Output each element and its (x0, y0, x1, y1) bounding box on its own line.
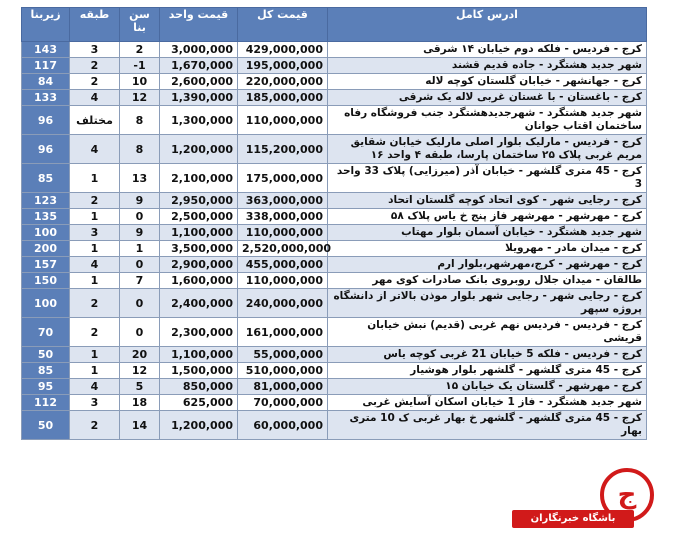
cell-unit-price: 2,400,000 (160, 289, 238, 318)
cell-area: 150 (22, 273, 70, 289)
cell-floor: 2 (70, 193, 120, 209)
cell-total-price: 455,000,000 (238, 257, 328, 273)
cell-area: 135 (22, 209, 70, 225)
cell-age: -1 (120, 58, 160, 74)
logo-glyph: ج (617, 480, 637, 510)
table-row (22, 209, 647, 225)
cell-age: 8 (120, 135, 160, 164)
cell-floor: 4 (70, 257, 120, 273)
cell-area: 123 (22, 193, 70, 209)
cell-total-price: 115,200,000 (238, 135, 328, 164)
cell-unit-price: 2,500,000 (160, 209, 238, 225)
cell-address: کرج - مهرشهر - گلستان یک خیابان ۱۵ (328, 379, 647, 395)
cell-area: 84 (22, 74, 70, 90)
cell-floor: 4 (70, 90, 120, 106)
cell-age: 0 (120, 257, 160, 273)
cell-unit-price: 2,900,000 (160, 257, 238, 273)
cell-floor: 2 (70, 58, 120, 74)
cell-unit-price: 625,000 (160, 395, 238, 411)
cell-age: 14 (120, 411, 160, 440)
cell-area: 200 (22, 241, 70, 257)
cell-unit-price: 2,100,000 (160, 164, 238, 193)
cell-unit-price: 3,000,000 (160, 42, 238, 58)
cell-address: کرج - میدان مادر - مهرویلا (328, 241, 647, 257)
cell-total-price: 110,000,000 (238, 225, 328, 241)
header-unit-price: قیمت واحد (160, 8, 238, 42)
cell-unit-price: 850,000 (160, 379, 238, 395)
table-row (22, 395, 647, 411)
cell-floor: 2 (70, 74, 120, 90)
table-header-row (22, 8, 647, 42)
cell-total-price: 175,000,000 (238, 164, 328, 193)
cell-address: کرج - فردیس - فلکه 5 خیابان 21 غربی کوچه یاس (328, 347, 647, 363)
cell-unit-price: 1,300,000 (160, 106, 238, 135)
cell-total-price: 110,000,000 (238, 273, 328, 289)
table-row (22, 411, 647, 440)
table-row (22, 58, 647, 74)
cell-age: 20 (120, 347, 160, 363)
cell-area: 143 (22, 42, 70, 58)
cell-floor: 1 (70, 241, 120, 257)
table-row (22, 363, 647, 379)
cell-unit-price: 1,670,000 (160, 58, 238, 74)
table-body (22, 42, 647, 440)
cell-total-price: 195,000,000 (238, 58, 328, 74)
cell-unit-price: 2,600,000 (160, 74, 238, 90)
header-address: ادرس کامل (328, 8, 647, 42)
table-row (22, 106, 647, 135)
table-row (22, 164, 647, 193)
cell-total-price: 55,000,000 (238, 347, 328, 363)
table-row (22, 318, 647, 347)
cell-address: شهر جدید هشتگرد - جاده قدیم قشند (328, 58, 647, 74)
cell-age: 7 (120, 273, 160, 289)
cell-address: کرج - مهرشهر - مهرشهر فاز پنج خ یاس پلاک ۵۸ (328, 209, 647, 225)
cell-area: 157 (22, 257, 70, 273)
header-total-price: قیمت کل (238, 8, 328, 42)
cell-unit-price: 3,500,000 (160, 241, 238, 257)
cell-total-price: 70,000,000 (238, 395, 328, 411)
cell-address: کرج - رجایی شهر - رجایی شهر بلوار موذن بالاتر از دانشگاه پروژه سپهر (328, 289, 647, 318)
cell-address: شهر جدید هشتگرد - فاز 1 خیابان اسکان آسایش غربی (328, 395, 647, 411)
cell-total-price: 220,000,000 (238, 74, 328, 90)
cell-address: کرج - مهرشهر - کرج،مهرشهر،بلوار ارم (328, 257, 647, 273)
header-age: سن بنا (120, 8, 160, 42)
cell-area: 70 (22, 318, 70, 347)
table-row (22, 193, 647, 209)
cell-total-price: 2,520,000,000 (238, 241, 328, 257)
cell-age: 5 (120, 379, 160, 395)
cell-area: 96 (22, 106, 70, 135)
cell-area: 96 (22, 135, 70, 164)
cell-floor: مختلف (70, 106, 120, 135)
cell-age: 0 (120, 289, 160, 318)
cell-floor: 2 (70, 289, 120, 318)
cell-floor: 2 (70, 318, 120, 347)
cell-area: 100 (22, 289, 70, 318)
cell-floor: 2 (70, 411, 120, 440)
cell-address: کرج - جهانشهر - خیابان گلستان کوچه لاله (328, 74, 647, 90)
cell-area: 50 (22, 411, 70, 440)
cell-area: 85 (22, 363, 70, 379)
cell-unit-price: 1,600,000 (160, 273, 238, 289)
header-floor: طبقه (70, 8, 120, 42)
table-row (22, 42, 647, 58)
cell-address: کرج - 45 متری گلشهر - گلشهر خ بهار غربی ک 10 متری بهار (328, 411, 647, 440)
table-row (22, 273, 647, 289)
cell-area: 85 (22, 164, 70, 193)
cell-total-price: 161,000,000 (238, 318, 328, 347)
cell-floor: 1 (70, 209, 120, 225)
cell-address: طالقان - میدان جلال روبروی بانک صادرات کوی مهر (328, 273, 647, 289)
cell-address: کرج - فردیس - مارلیک بلوار اصلی مارلیک خیابان شقایق مریم غربی پلاک ۲۵ ساختمان پارسا، طبقه ۴ واحد ۱۶ (328, 135, 647, 164)
cell-age: 1 (120, 241, 160, 257)
cell-age: 9 (120, 193, 160, 209)
table-row (22, 289, 647, 318)
cell-area: 112 (22, 395, 70, 411)
table-row (22, 257, 647, 273)
cell-unit-price: 1,500,000 (160, 363, 238, 379)
cell-age: 18 (120, 395, 160, 411)
cell-address: کرج - باغستان - با غستان غربی لاله یک شرقی (328, 90, 647, 106)
cell-floor: 4 (70, 379, 120, 395)
cell-age: 8 (120, 106, 160, 135)
cell-unit-price: 1,100,000 (160, 225, 238, 241)
cell-total-price: 338,000,000 (238, 209, 328, 225)
cell-age: 12 (120, 90, 160, 106)
cell-total-price: 81,000,000 (238, 379, 328, 395)
cell-floor: 1 (70, 273, 120, 289)
cell-total-price: 510,000,000 (238, 363, 328, 379)
listing-table-container (21, 7, 646, 440)
table-row (22, 347, 647, 363)
cell-area: 100 (22, 225, 70, 241)
cell-address: شهر جدید هشتگرد - خیابان آسمان بلوار مهتاب (328, 225, 647, 241)
table-row (22, 225, 647, 241)
table-row (22, 135, 647, 164)
cell-address: کرج - 45 متری گلشهر - خیابان آذر (میرزایی) پلاک 33 واحد 3 (328, 164, 647, 193)
brand-logo (512, 468, 662, 542)
cell-address: کرج - فردیس - فلکه دوم خیابان ۱۴ شرقی (328, 42, 647, 58)
table-row (22, 241, 647, 257)
cell-total-price: 110,000,000 (238, 106, 328, 135)
table-row (22, 90, 647, 106)
cell-floor: 1 (70, 164, 120, 193)
cell-floor: 3 (70, 225, 120, 241)
cell-total-price: 60,000,000 (238, 411, 328, 440)
cell-floor: 1 (70, 347, 120, 363)
cell-area: 133 (22, 90, 70, 106)
cell-total-price: 240,000,000 (238, 289, 328, 318)
table-row (22, 74, 647, 90)
listing-table (21, 7, 647, 440)
cell-unit-price: 1,390,000 (160, 90, 238, 106)
cell-total-price: 185,000,000 (238, 90, 328, 106)
cell-address: کرج - رجایی شهر - کوی اتحاد کوچه گلستان اتحاد (328, 193, 647, 209)
cell-age: 0 (120, 209, 160, 225)
logo-text: باشگاه خبرنگاران (512, 510, 634, 528)
cell-unit-price: 2,950,000 (160, 193, 238, 209)
cell-age: 12 (120, 363, 160, 379)
cell-unit-price: 1,200,000 (160, 135, 238, 164)
cell-floor: 3 (70, 42, 120, 58)
cell-area: 95 (22, 379, 70, 395)
cell-floor: 4 (70, 135, 120, 164)
cell-address: شهر جدید هشتگرد - شهرجدیدهشتگرد جنب فروشگاه رفاه ساختمان اقتاب جوانان (328, 106, 647, 135)
cell-age: 9 (120, 225, 160, 241)
cell-age: 2 (120, 42, 160, 58)
cell-area: 50 (22, 347, 70, 363)
cell-age: 0 (120, 318, 160, 347)
cell-floor: 1 (70, 363, 120, 379)
cell-total-price: 429,000,000 (238, 42, 328, 58)
cell-address: کرج - فردیس - فردیس نهم غربی (قدیم) نبش خیابان قریشی (328, 318, 647, 347)
table-row (22, 379, 647, 395)
cell-unit-price: 2,300,000 (160, 318, 238, 347)
cell-age: 10 (120, 74, 160, 90)
cell-floor: 3 (70, 395, 120, 411)
cell-unit-price: 1,200,000 (160, 411, 238, 440)
cell-area: 117 (22, 58, 70, 74)
cell-total-price: 363,000,000 (238, 193, 328, 209)
cell-unit-price: 1,100,000 (160, 347, 238, 363)
cell-age: 13 (120, 164, 160, 193)
cell-address: کرج - 45 متری گلشهر - گلشهر بلوار هوشیار (328, 363, 647, 379)
header-area: زیربنا (22, 8, 70, 42)
